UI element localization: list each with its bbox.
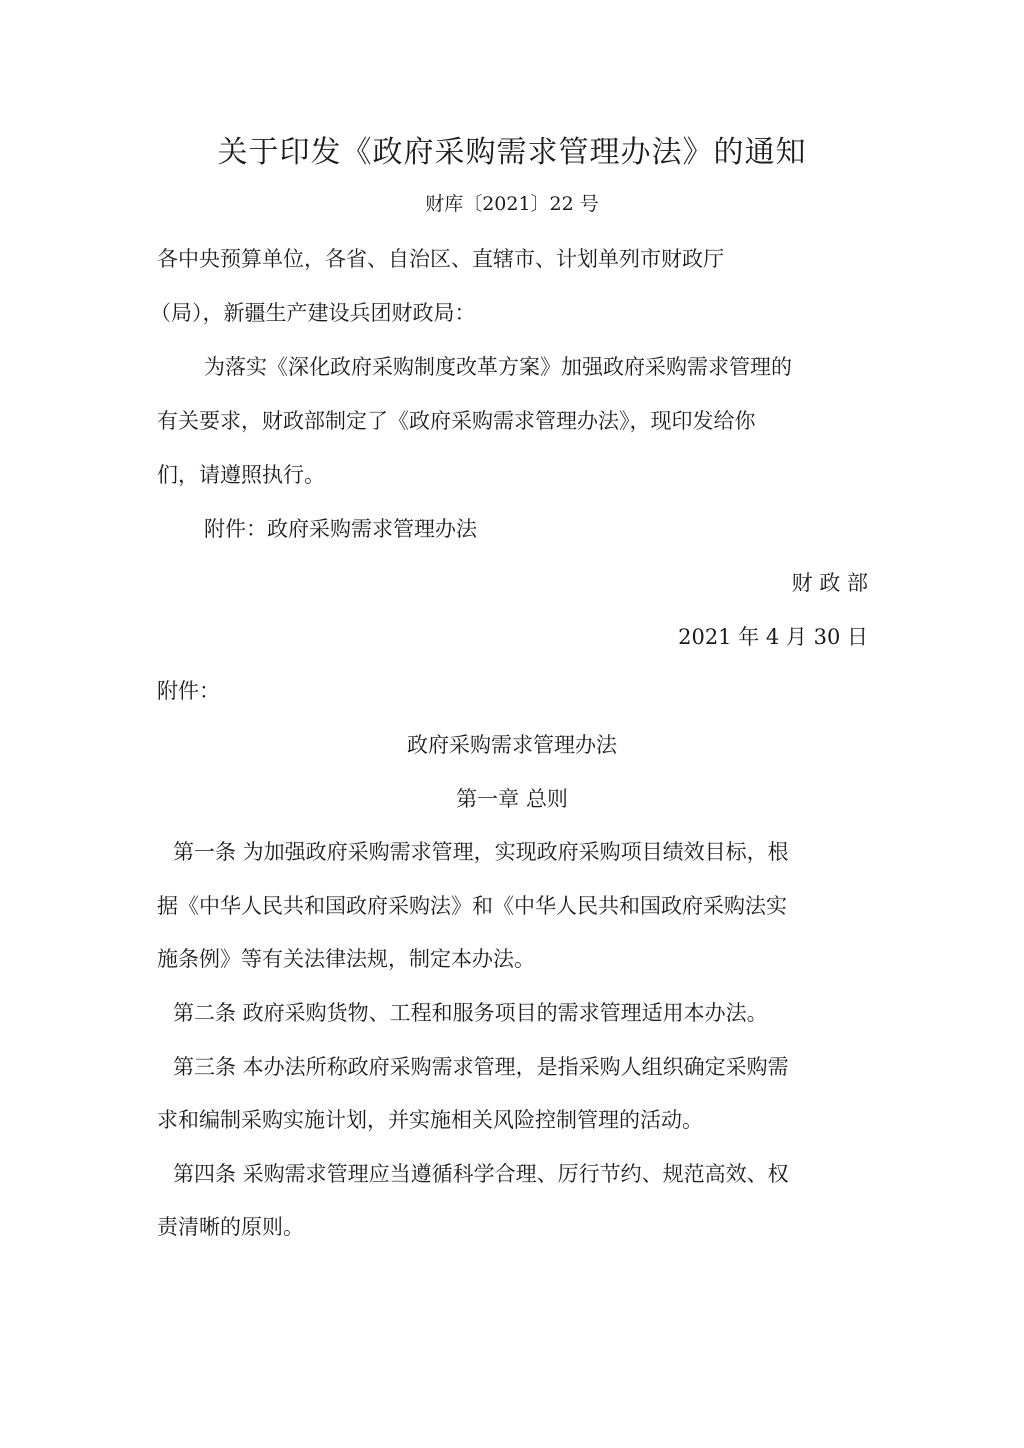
attachment-note: 附件：政府采购需求管理办法 (204, 517, 477, 541)
article-2-line-1: 第二条 政府采购货物、工程和服务项目的需求管理适用本办法。 (173, 1001, 768, 1025)
issuer: 财 政 部 (791, 571, 868, 595)
recipients-line-2: （局），新疆生产建设兵团财政局： (150, 301, 476, 325)
article-3-line-1: 第三条 本办法所称政府采购需求管理，是指采购人组织确定采购需 (173, 1055, 789, 1079)
measures-title: 政府采购需求管理办法 (407, 733, 617, 757)
recipients-line-1: 各中央预算单位，各省、自治区、直辖市、计划单列市财政厅 (157, 247, 724, 271)
body-line-2: 有关要求，财政部制定了《政府采购需求管理办法》，现印发给你 (157, 409, 756, 433)
attachment-label: 附件： (157, 679, 220, 703)
article-1-line-1: 第一条 为加强政府采购需求管理，实现政府采购项目绩效目标，根 (173, 840, 789, 864)
document-number: 财库〔2021〕22 号 (425, 193, 599, 215)
issue-date: 2021 年 4 月 30 日 (678, 625, 868, 649)
document-title: 关于印发《政府采购需求管理办法》的通知 (217, 135, 807, 170)
article-4-line-1: 第四条 采购需求管理应当遵循科学合理、厉行节约、规范高效、权 (173, 1162, 789, 1186)
article-3-line-2: 求和编制采购实施计划，并实施相关风险控制管理的活动。 (157, 1108, 703, 1132)
article-1-line-3: 施条例》等有关法律法规，制定本办法。 (157, 947, 535, 971)
article-1-line-2: 据《中华人民共和国政府采购法》和《中华人民共和国政府采购法实 (157, 894, 787, 918)
article-4-line-2: 责清晰的原则。 (157, 1215, 304, 1239)
chapter-title: 第一章 总则 (456, 787, 568, 811)
body-line-3: 们，请遵照执行。 (157, 463, 325, 487)
body-line-1: 为落实《深化政府采购制度改革方案》加强政府采购需求管理的 (204, 355, 792, 379)
